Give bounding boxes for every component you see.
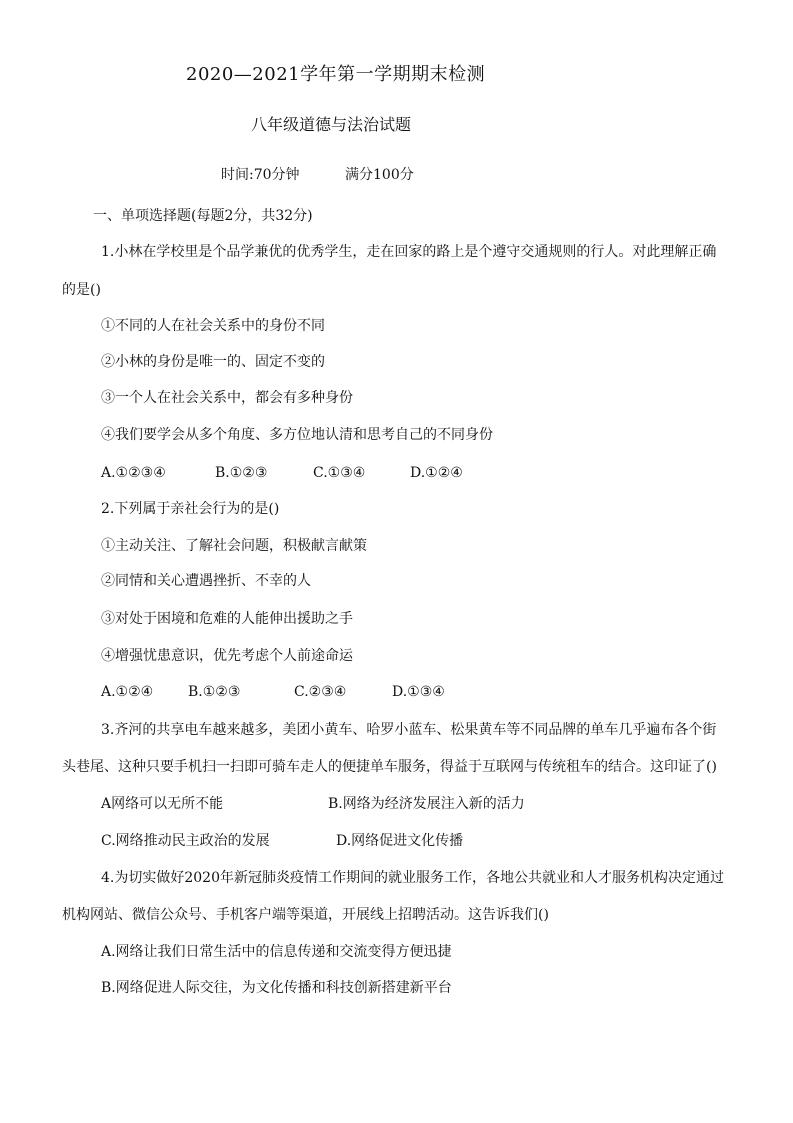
- q1-option-b: B.①②③: [215, 465, 268, 481]
- q1-option-c: C.①③④: [313, 465, 366, 481]
- q1-stem-line1: 1.小林在学校里是个品学兼优的优秀学生，走在回家的路上是个遵守交通规则的行人。对此理解正确: [101, 244, 717, 260]
- section-heading: 一、单项选择题(每题2分，共32分): [93, 208, 313, 224]
- q4-stem-line2: 机构网站、微信公众号、手机客户端等渠道，开展线上招聘活动。这告诉我们(): [62, 907, 549, 923]
- exam-time: 时间:70分钟: [221, 167, 300, 183]
- exam-subtitle: 八年级道德与法治试题: [251, 115, 412, 134]
- q2-item-3: ③对处于困境和危难的人能伸出援助之手: [101, 611, 353, 627]
- q1-option-d: D.①②④: [410, 465, 463, 481]
- q1-item-3: ③一个人在社会关系中，都会有多种身份: [101, 390, 353, 406]
- q2-option-c: C.②③④: [294, 684, 347, 700]
- q3-option-d: D.网络促进文化传播: [336, 833, 464, 849]
- exam-title: 2020—2021学年第一学期期末检测: [186, 64, 486, 85]
- q2-option-b: B.①②③: [188, 684, 241, 700]
- q4-option-a: A.网络让我们日常生活中的信息传递和交流变得方便迅捷: [101, 944, 452, 960]
- q4-option-b: B.网络促进人际交往，为文化传播和科技创新搭建新平台: [101, 980, 452, 996]
- q2-item-2: ②同情和关心遭遇挫折、不幸的人: [101, 573, 311, 589]
- q2-stem: 2.下列属于亲社会行为的是(): [101, 501, 280, 517]
- q1-item-4: ④我们要学会从多个角度、多方位地认清和思考自己的不同身份: [101, 427, 493, 443]
- q1-item-2: ②小林的身份是唯一的、固定不变的: [101, 354, 325, 370]
- q2-item-1: ①主动关注、了解社会问题，积极献言献策: [101, 538, 367, 554]
- q2-item-4: ④增强忧患意识，优先考虑个人前途命运: [101, 648, 353, 664]
- q2-option-d: D.①③④: [392, 684, 445, 700]
- q3-option-a: A网络可以无所不能: [101, 796, 224, 812]
- q3-stem-line1: 3.齐河的共享电车越来越多，美团小黄车、哈罗小蓝车、松果黄车等不同品牌的单车几乎遍布各个街: [101, 722, 717, 738]
- q1-item-1: ①不同的人在社会关系中的身份不同: [101, 318, 325, 334]
- q4-stem-line1: 4.为切实做好2020年新冠肺炎疫情工作期间的就业服务工作，各地公共就业和人才服务机构决定通过: [101, 870, 724, 886]
- q3-stem-line2: 头巷尾、这种只要手机扫一扫即可骑车走人的便捷单车服务，得益于互联网与传统租车的结合。这印证了(): [62, 759, 717, 775]
- q3-option-c: C.网络推动民主政治的发展: [101, 833, 270, 849]
- q1-option-a: A.①②③④: [101, 465, 166, 481]
- q1-stem-line2: 的是(): [62, 282, 101, 298]
- q2-option-a: A.①②④: [101, 684, 154, 700]
- exam-score: 满分100分: [345, 167, 414, 183]
- q3-option-b: B.网络为经济发展注入新的活力: [328, 796, 525, 812]
